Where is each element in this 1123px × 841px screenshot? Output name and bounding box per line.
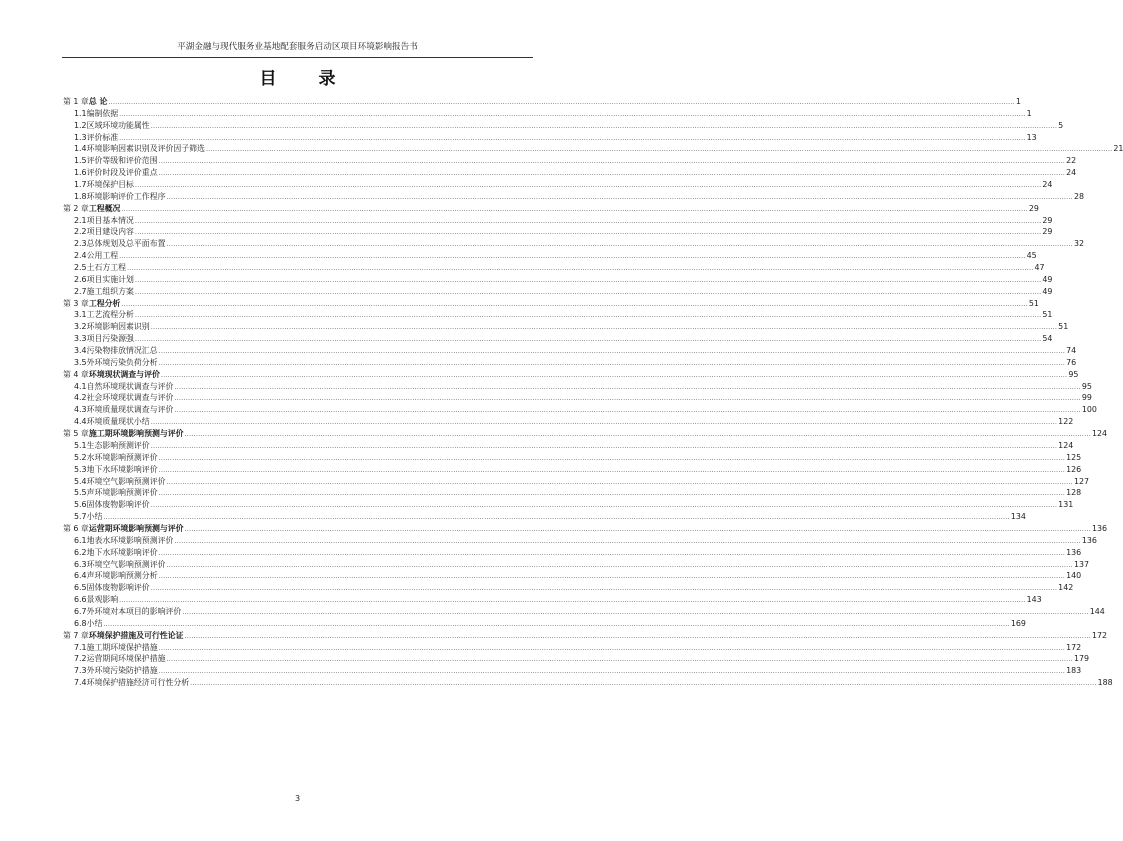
toc-section-entry[interactable] [63,653,1090,665]
toc-section-entry[interactable] [63,167,1077,179]
toc-entry-label: 运营期间环境保护措施 [86,654,166,664]
toc-dot-leader: ................................................................................................................................................................................................................................................................................................................................................................................................................ [158,548,1066,557]
toc-section-entry[interactable] [63,570,1082,582]
toc-entry-label: 环境影响评价工作程序 [86,191,166,201]
toc-entry-page: 124 [1092,429,1108,439]
toc-section-entry[interactable] [63,262,1045,274]
toc-dot-leader: ................................................................................................................................................................................................................................................................................................................................................................................................................ [158,643,1066,652]
toc-entry-number: 6.6 [74,595,87,605]
toc-entry-label: 自然环境现状调查与评价 [86,381,174,391]
toc-section-entry[interactable] [63,487,1082,499]
toc-entry-label: 声环境影响预测评价 [86,488,158,498]
toc-dot-leader: ................................................................................................................................................................................................................................................................................................................................................................................................................ [119,252,1026,261]
toc-section-entry[interactable] [63,132,1037,144]
toc-entry-page: 32 [1073,239,1084,249]
toc-entry-page: 137 [1073,559,1090,569]
toc-entry-number: 1.3 [74,132,87,142]
toc-entry-page: 127 [1073,476,1090,486]
toc-entry-page: 188 [1097,678,1113,688]
toc-dot-leader: ................................................................................................................................................................................................................................................................................................................................................................................................................ [103,619,1010,628]
toc-entry-page: 136 [1081,535,1097,545]
toc-section-entry[interactable] [63,120,1064,132]
toc-dot-leader: ................................................................................................................................................................................................................................................................................................................................................................................................................ [150,584,1058,593]
toc-dot-leader: ................................................................................................................................................................................................................................................................................................................................................................................................................ [158,358,1066,367]
toc-entry-label: 评价标准 [86,132,119,142]
toc-dot-leader: ................................................................................................................................................................................................................................................................................................................................................................................................................ [174,394,1081,403]
toc-section-entry[interactable] [63,535,1097,547]
toc-entry-label: 总体规划及总平面布置 [86,239,166,249]
toc-entry-number: 1.1 [74,108,87,118]
toc-entry-number: 5.7 [74,512,87,522]
toc-entry-page: 142 [1058,583,1074,593]
toc-entry-number: 4.3 [74,405,87,415]
toc-dot-leader: ................................................................................................................................................................................................................................................................................................................................................................................................................ [184,631,1091,640]
header-divider [62,57,533,58]
toc-section-entry[interactable] [63,179,1053,191]
toc-dot-leader: ................................................................................................................................................................................................................................................................................................................................................................................................................ [150,323,1058,332]
toc-entry-number: 4.1 [74,381,87,391]
toc-entry-label: 环境保护措施经济可行性分析 [86,678,190,688]
toc-section-entry[interactable] [63,108,1032,120]
toc-section-entry[interactable] [63,582,1074,594]
toc-entry-page: 45 [1026,251,1037,261]
toc-section-entry[interactable] [63,274,1053,286]
toc-dot-leader: ................................................................................................................................................................................................................................................................................................................................................................................................................ [127,264,1034,273]
toc-entry-number: 1.8 [74,191,87,201]
toc-entry-number: 1.6 [74,168,87,178]
toc-dot-leader: ................................................................................................................................................................................................................................................................................................................................................................................................................ [119,109,1026,118]
toc-entry-number: 第 1 章 [63,97,89,106]
toc-dot-leader: ................................................................................................................................................................................................................................................................................................................................................................................................................ [158,465,1066,474]
toc-dot-leader: ................................................................................................................................................................................................................................................................................................................................................................................................................ [184,430,1091,439]
toc-entry-label: 小结 [86,512,103,522]
toc-entry-label: 社会环境现状调查与评价 [86,393,174,403]
toc-entry-page: 136 [1066,547,1082,557]
toc-entry-label: 施工组织方案 [86,286,134,296]
toc-dot-leader: ................................................................................................................................................................................................................................................................................................................................................................................................................ [174,382,1081,391]
toc-dot-leader: ................................................................................................................................................................................................................................................................................................................................................................................................................ [174,406,1081,415]
toc-entry-page: 24 [1066,168,1077,178]
toc-entry-number: 第 4 章 [63,369,89,379]
toc-entry-label: 评价时段及评价重点 [86,168,158,178]
toc-section-entry[interactable] [63,404,1097,416]
toc-chapter-entry[interactable] [63,369,1079,381]
toc-entry-page: 179 [1073,654,1090,664]
toc-dot-leader: ................................................................................................................................................................................................................................................................................................................................................................................................................ [119,596,1026,605]
toc-entry-number: 7.3 [74,666,87,676]
toc-entry-number: 2.1 [74,215,87,225]
toc-entry-page: 1 [1026,108,1032,118]
toc-section-entry[interactable] [63,345,1077,357]
toc-entry-number: 5.5 [74,488,87,498]
toc-entry-label: 地表水环境影响预测评价 [86,535,174,545]
toc-entry-label: 外环境对本项目的影响评价 [86,606,182,616]
toc-entry-label: 项目基本情况 [86,215,134,225]
toc-entry-page: 144 [1089,606,1105,616]
toc-entry-page: 124 [1058,440,1074,450]
toc-entry-number: 2.2 [74,227,87,237]
toc-entry-label: 项目建设内容 [86,227,134,237]
toc-dot-leader: ................................................................................................................................................................................................................................................................................................................................................................................................................ [166,240,1073,249]
toc-section-entry[interactable] [63,250,1037,262]
toc-entry-label: 外环境污染负荷分析 [86,357,158,367]
toc-entry-page: 74 [1066,346,1077,356]
toc-entry-page: 99 [1081,393,1092,403]
toc-section-entry[interactable] [63,606,1105,618]
toc-dot-leader: ................................................................................................................................................................................................................................................................................................................................................................................................................ [108,98,1015,106]
toc-entry-number: 第 5 章 [63,429,89,439]
toc-dot-leader: ................................................................................................................................................................................................................................................................................................................................................................................................................ [134,275,1042,284]
toc-dot-leader: ................................................................................................................................................................................................................................................................................................................................................................................................................ [134,287,1042,296]
toc-entry-number: 第 3 章 [63,298,89,308]
toc-entry-number: 4.2 [74,393,87,403]
toc-entry-page: 49 [1042,274,1053,284]
toc-entry-page: 126 [1066,464,1082,474]
running-header: 平湖金融与现代服务业基地配套服务启动区项目环境影响报告书 [177,42,418,52]
toc-section-entry[interactable] [63,677,1113,689]
toc-entry-number: 2.6 [74,274,87,284]
toc-section-entry[interactable] [63,286,1053,298]
toc-entry-label: 施工期环境保护措施 [86,642,158,652]
toc-entry-number: 3.3 [74,334,87,344]
toc-entry-page: 122 [1058,417,1074,427]
toc-entry-number: 5.6 [74,500,87,510]
toc-section-entry[interactable] [63,143,1123,155]
toc-entry-number: 7.2 [74,654,87,664]
toc-entry-label: 环境现状调查与评价 [88,369,160,379]
toc-entry-label: 运营期环境影响预测与评价 [88,523,184,533]
toc-entry-label: 外环境污染防护措施 [86,666,158,676]
toc-entry-number: 1.2 [74,120,87,130]
toc-dot-leader: ................................................................................................................................................................................................................................................................................................................................................................................................................ [103,513,1010,522]
toc-entry-number: 2.5 [74,263,87,273]
toc-entry-page: 51 [1058,322,1069,332]
toc-dot-leader: ................................................................................................................................................................................................................................................................................................................................................................................................................ [119,133,1026,142]
toc-entry-label: 污染物排放情况汇总 [86,346,158,356]
toc-entry-number: 7.4 [74,678,87,688]
toc-dot-leader: ................................................................................................................................................................................................................................................................................................................................................................................................................ [166,477,1073,486]
toc-entry-label: 公用工程 [86,251,119,261]
toc-entry-label: 小结 [86,618,103,628]
toc-entry-number: 6.8 [74,618,87,628]
toc-entry-page: 169 [1010,618,1026,628]
toc-entry-label: 环境质量现状调查与评价 [86,405,174,415]
toc-entry-page: 28 [1073,191,1084,201]
toc-entry-number: 6.1 [74,535,87,545]
toc-entry-label: 环境空气影响预测评价 [86,559,166,569]
toc-dot-leader: ................................................................................................................................................................................................................................................................................................................................................................................................................ [205,145,1113,154]
toc-entry-page: 172 [1092,630,1108,640]
toc-entry-page: 47 [1034,263,1045,273]
toc-dot-leader: ................................................................................................................................................................................................................................................................................................................................................................................................................ [166,560,1073,569]
toc-entry-number: 3.1 [74,310,87,320]
toc-entry-page: 5 [1058,120,1064,130]
toc-dot-leader: ................................................................................................................................................................................................................................................................................................................................................................................................................ [150,121,1058,130]
toc-dot-leader: ................................................................................................................................................................................................................................................................................................................................................................................................................ [158,347,1066,356]
toc-entry-label: 水环境影响预测评价 [86,452,158,462]
toc-dot-leader: ................................................................................................................................................................................................................................................................................................................................................................................................................ [121,299,1028,308]
toc-entry-page: 22 [1066,156,1077,166]
toc-dot-leader: ................................................................................................................................................................................................................................................................................................................................................................................................................ [134,216,1042,225]
toc-entry-number: 5.3 [74,464,87,474]
toc-entry-page: 95 [1068,369,1079,379]
toc-chapter-entry[interactable] [63,523,1108,535]
toc-dot-leader: ................................................................................................................................................................................................................................................................................................................................................................................................................ [174,536,1081,545]
toc-entry-page: 1 [1015,97,1021,106]
toc-entry-label: 工程分析 [88,298,121,308]
table-of-contents [63,96,1123,689]
toc-entry-label: 区域环境功能属性 [86,120,150,130]
toc-dot-leader: ................................................................................................................................................................................................................................................................................................................................................................................................................ [158,169,1066,178]
toc-dot-leader: ................................................................................................................................................................................................................................................................................................................................................................................................................ [166,192,1073,201]
toc-entry-label: 环境空气影响预测评价 [86,476,166,486]
toc-chapter-entry[interactable] [63,96,1021,108]
toc-section-entry[interactable] [63,559,1090,571]
toc-section-entry[interactable] [63,499,1074,511]
page-number: 3 [294,794,301,803]
toc-section-entry[interactable] [63,215,1053,227]
toc-entry-label: 固体废物影响评价 [86,500,150,510]
toc-section-entry[interactable] [63,238,1084,250]
toc-dot-leader: ................................................................................................................................................................................................................................................................................................................................................................................................................ [158,572,1066,581]
toc-section-entry[interactable] [63,452,1082,464]
toc-entry-page: 76 [1066,357,1077,367]
toc-section-entry[interactable] [63,191,1084,203]
toc-entry-page: 21 [1113,144,1123,154]
toc-section-entry[interactable] [63,392,1092,404]
toc-entry-page: 134 [1010,512,1026,522]
toc-entry-label: 环境影响因素识别 [86,322,150,332]
toc-entry-number: 1.7 [74,180,87,190]
toc-entry-page: 131 [1058,500,1074,510]
toc-dot-leader: ................................................................................................................................................................................................................................................................................................................................................................................................................ [134,181,1042,190]
toc-entry-page: 143 [1026,595,1042,605]
toc-section-entry[interactable] [63,416,1074,428]
toc-dot-leader: ................................................................................................................................................................................................................................................................................................................................................................................................................ [150,418,1058,427]
toc-entry-number: 3.4 [74,346,87,356]
toc-section-entry[interactable] [63,381,1092,393]
toc-chapter-entry[interactable] [63,203,1039,215]
toc-dot-leader: ................................................................................................................................................................................................................................................................................................................................................................................................................ [158,667,1066,676]
toc-entry-label: 工程概况 [88,203,121,213]
toc-entry-label: 地下水环境影响评价 [86,547,158,557]
toc-entry-page: 49 [1042,286,1053,296]
toc-dot-leader: ................................................................................................................................................................................................................................................................................................................................................................................................................ [190,679,1097,688]
toc-entry-label: 环境质量现状小结 [86,417,150,427]
toc-entry-number: 5.2 [74,452,87,462]
toc-entry-number: 2.3 [74,239,87,249]
toc-section-entry[interactable] [63,155,1077,167]
toc-section-entry[interactable] [63,440,1074,452]
toc-entry-number: 3.2 [74,322,87,332]
toc-entry-page: 51 [1042,310,1053,320]
toc-section-entry[interactable] [63,321,1069,333]
toc-entry-label: 编制依据 [86,108,119,118]
toc-chapter-entry[interactable] [63,428,1108,440]
toc-entry-label: 环境保护措施及可行性论证 [88,630,184,640]
toc-section-entry[interactable] [63,476,1090,488]
toc-section-entry[interactable] [63,333,1053,345]
toc-entry-number: 6.3 [74,559,87,569]
toc-entry-label: 生态影响预测评价 [86,440,150,450]
toc-entry-page: 51 [1028,298,1039,308]
toc-entry-page: 95 [1081,381,1092,391]
toc-dot-leader: ................................................................................................................................................................................................................................................................................................................................................................................................................ [134,335,1042,344]
toc-section-entry[interactable] [63,642,1082,654]
toc-entry-label: 工艺流程分析 [86,310,134,320]
toc-dot-leader: ................................................................................................................................................................................................................................................................................................................................................................................................................ [158,157,1066,166]
toc-dot-leader: ................................................................................................................................................................................................................................................................................................................................................................................................................ [160,370,1068,379]
toc-entry-page: 29 [1042,215,1053,225]
toc-entry-number: 6.4 [74,571,87,581]
toc-section-entry[interactable] [63,594,1042,606]
toc-entry-label: 项目污染源强 [86,334,134,344]
toc-entry-number: 7.1 [74,642,87,652]
toc-entry-number: 6.7 [74,606,87,616]
toc-section-entry[interactable] [63,309,1053,321]
toc-dot-leader: ................................................................................................................................................................................................................................................................................................................................................................................................................ [134,228,1042,237]
toc-entry-label: 声环境影响预测分析 [86,571,158,581]
toc-entry-label: 固体废物影响评价 [86,583,150,593]
toc-entry-number: 1.4 [74,144,87,154]
toc-entry-page: 29 [1042,227,1053,237]
toc-entry-label: 土石方工程 [86,263,127,273]
toc-section-entry[interactable] [63,226,1053,238]
toc-entry-page: 29 [1028,203,1039,213]
toc-entry-label: 评价等级和评价范围 [86,156,158,166]
toc-chapter-entry[interactable] [63,298,1039,310]
toc-dot-leader: ................................................................................................................................................................................................................................................................................................................................................................................................................ [150,501,1058,510]
toc-dot-leader: ................................................................................................................................................................................................................................................................................................................................................................................................................ [158,453,1066,462]
toc-dot-leader: ................................................................................................................................................................................................................................................................................................................................................................................................................ [184,524,1091,533]
toc-entry-number: 第 6 章 [63,523,89,533]
toc-dot-leader: ................................................................................................................................................................................................................................................................................................................................................................................................................ [166,655,1073,664]
page-title: 目 录 [259,69,354,89]
toc-section-entry[interactable] [63,665,1082,677]
toc-entry-label: 地下水环境影响评价 [86,464,158,474]
toc-dot-leader: ................................................................................................................................................................................................................................................................................................................................................................................................................ [158,489,1066,498]
toc-entry-page: 125 [1066,452,1082,462]
toc-entry-label: 项目实施计划 [86,274,134,284]
toc-entry-number: 4.4 [74,417,87,427]
toc-dot-leader: ................................................................................................................................................................................................................................................................................................................................................................................................................ [182,607,1089,616]
toc-entry-page: 183 [1066,666,1082,676]
toc-dot-leader: ................................................................................................................................................................................................................................................................................................................................................................................................................ [134,311,1042,320]
toc-section-entry[interactable] [63,464,1082,476]
toc-entry-page: 128 [1066,488,1082,498]
toc-section-entry[interactable] [63,357,1077,369]
toc-section-entry[interactable] [63,618,1026,630]
toc-entry-page: 172 [1066,642,1082,652]
toc-entry-page: 24 [1042,180,1053,190]
toc-dot-leader: ................................................................................................................................................................................................................................................................................................................................................................................................................ [121,204,1028,213]
toc-entry-number: 6.2 [74,547,87,557]
toc-entry-number: 第 7 章 [63,630,89,640]
toc-entry-number: 1.5 [74,156,87,166]
toc-entry-number: 2.4 [74,251,87,261]
toc-entry-label: 景观影响 [86,595,119,605]
toc-entry-number: 3.5 [74,357,87,367]
toc-entry-page: 54 [1042,334,1053,344]
toc-section-entry[interactable] [63,547,1082,559]
toc-section-entry[interactable] [63,511,1026,523]
toc-entry-page: 13 [1026,132,1037,142]
toc-entry-page: 136 [1092,523,1108,533]
toc-entry-label: 总 论 [88,97,108,106]
toc-dot-leader: ................................................................................................................................................................................................................................................................................................................................................................................................................ [150,441,1058,450]
toc-entry-page: 140 [1066,571,1082,581]
toc-entry-label: 环境保护目标 [86,180,134,190]
toc-entry-number: 5.1 [74,440,87,450]
toc-entry-number: 5.4 [74,476,87,486]
toc-chapter-entry[interactable] [63,630,1108,642]
toc-entry-label: 施工期环境影响预测与评价 [88,429,184,439]
toc-entry-label: 环境影响因素识别及评价因子筛选 [86,144,205,154]
toc-entry-number: 2.7 [74,286,87,296]
toc-entry-number: 6.5 [74,583,87,593]
toc-entry-page: 100 [1081,405,1097,415]
toc-entry-number: 第 2 章 [63,203,89,213]
